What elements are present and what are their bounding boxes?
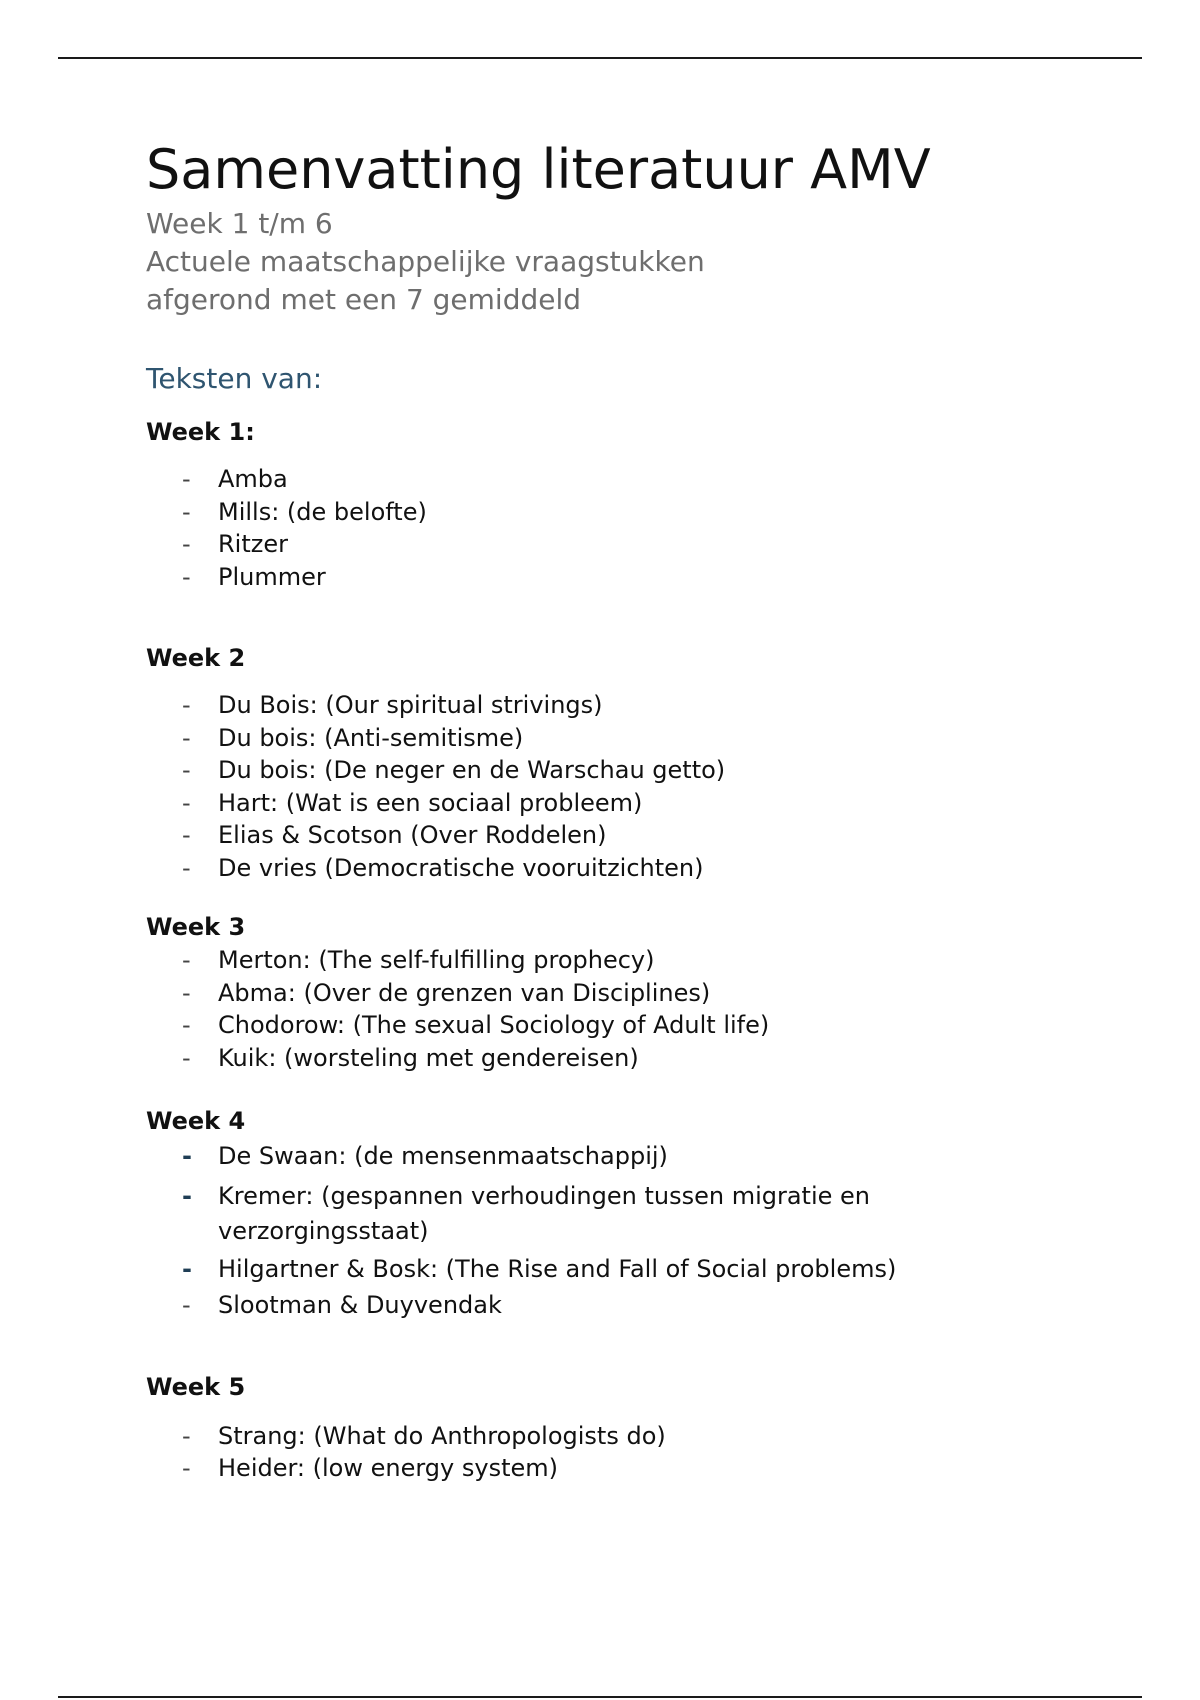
dash-bullet: - [182, 1011, 191, 1040]
dash-bullet: - [182, 853, 191, 882]
list-item [146, 1009, 1146, 1042]
section-heading: Teksten van: [146, 362, 323, 396]
document-body [146, 140, 1146, 1485]
dash-bullet: - [182, 497, 191, 526]
dash-bullet: - [182, 1291, 191, 1320]
week-2-section [146, 643, 1146, 884]
list-item [146, 1042, 1146, 1075]
list-item [146, 819, 1146, 852]
bottom-rule [58, 1696, 1142, 1698]
list-item-text: Abma: (Over de grenzen van Disciplines) [218, 978, 711, 1007]
list-item [146, 1452, 1146, 1485]
week-2-list [146, 689, 1146, 884]
week-1-title: Week 1: [146, 418, 255, 447]
week-4-section [146, 1106, 1146, 1322]
week-5-list [146, 1420, 1146, 1485]
dash-bullet: - [182, 946, 191, 975]
list-item [146, 1179, 938, 1249]
list-item [146, 852, 1146, 885]
week-5-title: Week 5 [146, 1372, 246, 1401]
list-item-text: Hart: (Wat is een sociaal probleem) [218, 788, 643, 817]
dash-bullet: - [182, 821, 191, 850]
list-item [146, 1253, 1146, 1286]
dash-bullet: - [182, 1254, 192, 1283]
list-item-text: Kremer: (gespannen verhoudingen tussen migratie en verzorgingsstaat) [218, 1181, 870, 1245]
list-item [146, 1140, 1146, 1173]
dash-bullet: - [182, 1142, 192, 1171]
list-item-text: Hilgartner & Bosk: (The Rise and Fall of Social problems) [218, 1254, 897, 1283]
dash-bullet: - [182, 756, 191, 785]
subtitle-grade: afgerond met een 7 gemiddeld [146, 283, 582, 317]
list-item-text: Merton: (The self-fulfilling prophecy) [218, 946, 655, 975]
list-item-text: Heider: (low energy system) [218, 1454, 558, 1483]
week-3-list [146, 944, 1146, 1074]
list-item-text: Chodorow: (The sexual Sociology of Adult life) [218, 1011, 770, 1040]
week-1-section [146, 417, 1146, 593]
list-item-text: Amba [218, 465, 288, 494]
document-title: Samenvatting literatuur AMV [146, 138, 931, 201]
list-item [146, 463, 1146, 496]
list-item [146, 528, 1146, 561]
list-item-text: Elias & Scotson (Over Roddelen) [218, 821, 607, 850]
list-item [146, 1289, 1146, 1322]
list-item-text: Du bois: (De neger en de Warschau getto) [218, 756, 726, 785]
dash-bullet: - [182, 562, 191, 591]
top-rule [58, 57, 1142, 59]
list-item-text: Strang: (What do Anthropologists do) [218, 1421, 666, 1450]
list-item [146, 787, 1146, 820]
dash-bullet: - [182, 978, 191, 1007]
week-2-title: Week 2 [146, 644, 246, 673]
week-3-section [146, 912, 1146, 1074]
week-4-title: Week 4 [146, 1107, 246, 1136]
week-5-section [146, 1372, 1146, 1485]
list-item-text: Mills: (de belofte) [218, 497, 427, 526]
list-item [146, 722, 1146, 755]
list-item-text: Du Bois: (Our spiritual strivings) [218, 691, 603, 720]
dash-bullet: - [182, 691, 191, 720]
list-item-text: Du bois: (Anti-semitisme) [218, 723, 524, 752]
list-item [146, 496, 1146, 529]
list-item [146, 689, 1146, 722]
list-item-text: Slootman & Duyvendak [218, 1291, 502, 1320]
subtitle-course: Actuele maatschappelijke vraagstukken [146, 245, 705, 279]
list-item-text: De Swaan: (de mensenmaatschappij) [218, 1142, 668, 1171]
list-item [146, 944, 1146, 977]
dash-bullet: - [182, 1421, 191, 1450]
dash-bullet: - [182, 1454, 191, 1483]
dash-bullet: - [182, 723, 191, 752]
week-1-list [146, 463, 1146, 593]
dash-bullet: - [182, 1043, 191, 1072]
list-item [146, 977, 1146, 1010]
dash-bullet: - [182, 530, 191, 559]
list-item [146, 561, 1146, 594]
dash-bullet: - [182, 788, 191, 817]
list-item [146, 1420, 1146, 1453]
week-4-list [146, 1140, 1146, 1322]
subtitle-weeks: Week 1 t/m 6 [146, 207, 333, 241]
dash-bullet: - [182, 1181, 192, 1210]
list-item-text: Plummer [218, 562, 326, 591]
dash-bullet: - [182, 465, 191, 494]
list-item-text: De vries (Democratische vooruitzichten) [218, 853, 704, 882]
list-item [146, 754, 1146, 787]
list-item-text: Ritzer [218, 530, 288, 559]
week-3-title: Week 3 [146, 913, 246, 942]
list-item-text: Kuik: (worsteling met gendereisen) [218, 1043, 639, 1072]
